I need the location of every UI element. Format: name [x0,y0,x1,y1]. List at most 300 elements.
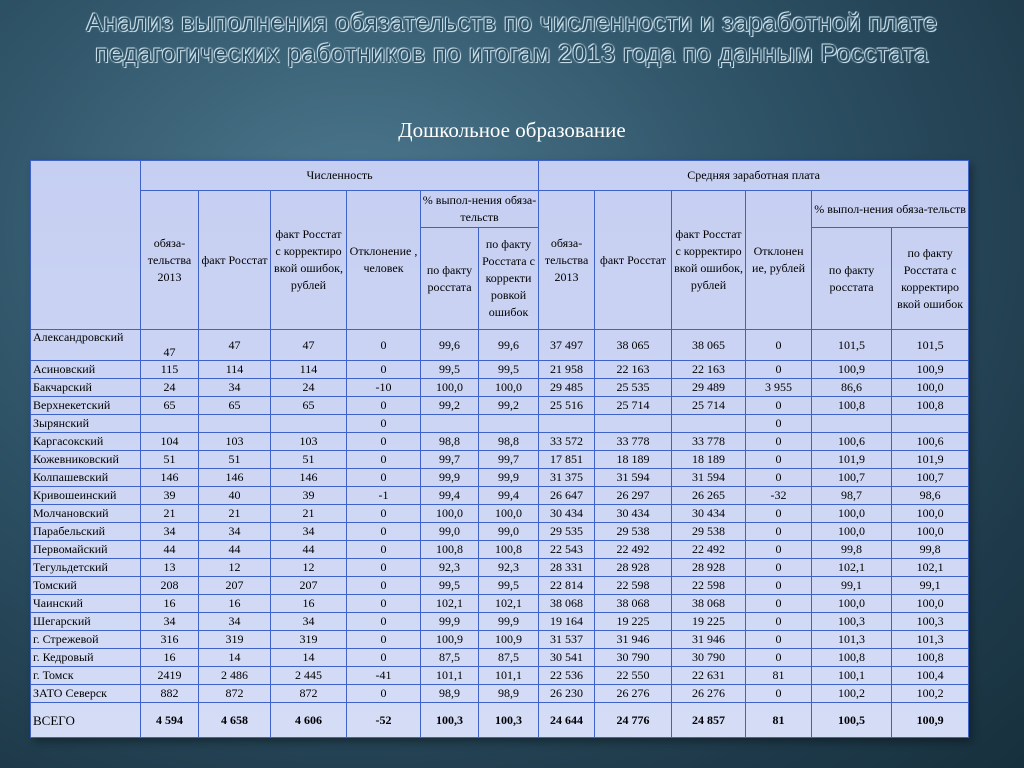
table-cell: 2 486 [199,667,271,685]
table-cell: 51 [199,451,271,469]
row-district-name: Александровский [31,330,141,361]
table-cell: 0 [746,523,812,541]
row-district-name: Каргасокский [31,433,141,451]
table-cell: 21 [199,505,271,523]
table-cell: 102,1 [479,595,539,613]
header-salary-fact-corrected: факт Росстат с корректиро вкой ошибок, рублей [672,191,746,330]
table-cell: 319 [271,631,347,649]
table-cell: 100,8 [892,397,969,415]
table-cell [539,415,595,433]
table-cell: -32 [746,487,812,505]
table-cell: 316 [141,631,199,649]
table-cell: 99,5 [479,361,539,379]
table-cell: 0 [347,523,421,541]
table-cell: 100,8 [479,541,539,559]
table-cell: 98,7 [812,487,892,505]
table-cell [812,415,892,433]
table-cell: 14 [271,649,347,667]
row-district-name: г. Кедровый [31,649,141,667]
row-district-name: Асиновский [31,361,141,379]
table-cell: 115 [141,361,199,379]
table-cell [199,415,271,433]
table-cell: 25 714 [595,397,672,415]
table-cell: 22 631 [672,667,746,685]
table-cell: 0 [347,577,421,595]
table-cell: 26 647 [539,487,595,505]
table-cell: 92,3 [479,559,539,577]
table-row [31,595,969,613]
header-salary-pct-corrected: по факту Росстата с корректиро вкой ошибок [892,228,969,330]
table-cell: 103 [271,433,347,451]
table-cell: 18 189 [672,451,746,469]
data-table [30,160,969,738]
table-cell: 38 065 [595,330,672,361]
table-cell: 99,5 [479,577,539,595]
table-cell: 101,5 [892,330,969,361]
header-count-fact-corrected: факт Росстат с корректиро вкой ошибок, рублей [271,191,347,330]
table-cell: 81 [746,667,812,685]
table-cell: 22 492 [672,541,746,559]
table-cell: 146 [271,469,347,487]
row-district-name: Шегарский [31,613,141,631]
table-cell: 100,0 [892,523,969,541]
table-cell: 19 225 [672,613,746,631]
table-cell: 100,8 [892,649,969,667]
table-cell: 39 [141,487,199,505]
table-cell [421,415,479,433]
table-cell: 98,6 [892,487,969,505]
table-cell: 0 [347,613,421,631]
header-salary-pct-rosstat: по факту росстата [812,228,892,330]
table-cell: 26 276 [672,685,746,703]
table-cell: 22 550 [595,667,672,685]
table-cell: 100,9 [479,631,539,649]
table-cell: 22 598 [672,577,746,595]
table-cell: 100,3 [479,703,539,738]
row-district-name: Верхнекетский [31,397,141,415]
table-cell: 17 851 [539,451,595,469]
table-cell: 100,3 [812,613,892,631]
table-cell: 101,9 [892,451,969,469]
table-cell: 208 [141,577,199,595]
table-cell: 34 [141,613,199,631]
table-cell: 100,2 [892,685,969,703]
header-salary-fact: факт Росстат [595,191,672,330]
table-cell: 21 [271,505,347,523]
table-cell: 100,6 [892,433,969,451]
table-cell: 0 [347,505,421,523]
table-cell: -52 [347,703,421,738]
table-cell: 16 [141,649,199,667]
table-cell: 99,9 [421,613,479,631]
table-cell: 100,7 [892,469,969,487]
table-cell: 12 [199,559,271,577]
row-district-name: Первомайский [31,541,141,559]
table-cell: 99,9 [479,613,539,631]
table-cell: 87,5 [479,649,539,667]
table-cell [141,415,199,433]
table-cell: 0 [746,469,812,487]
header-salary-deviation: Отклонен ие, рублей [746,191,812,330]
table-cell: 100,8 [421,541,479,559]
table-cell: 100,0 [421,505,479,523]
table-cell: 28 331 [539,559,595,577]
header-group-count: Численность [141,161,539,191]
table-row [31,559,969,577]
table-cell: 99,0 [421,523,479,541]
table-cell: 34 [199,613,271,631]
table-cell: 100,9 [812,361,892,379]
row-district-name: Кривошеинский [31,487,141,505]
table-cell: 31 537 [539,631,595,649]
table-cell: 882 [141,685,199,703]
table-cell: 24 776 [595,703,672,738]
table-row [31,649,969,667]
table-cell: 34 [271,523,347,541]
table-cell: 0 [746,541,812,559]
table-cell: 103 [199,433,271,451]
header-count-deviation: Отклонение , человек [347,191,421,330]
table-cell: 33 572 [539,433,595,451]
table-cell: 25 516 [539,397,595,415]
row-district-name: Молчановский [31,505,141,523]
table-cell: 31 594 [672,469,746,487]
table-cell: 0 [746,451,812,469]
table-cell: 16 [141,595,199,613]
table-cell: 99,2 [479,397,539,415]
table-cell: 29 538 [672,523,746,541]
table-cell: 4 658 [199,703,271,738]
table-cell: 39 [271,487,347,505]
table-cell: 24 644 [539,703,595,738]
table-cell: 100,9 [892,361,969,379]
table-cell: 100,2 [812,685,892,703]
table-cell: 65 [141,397,199,415]
table-cell: 100,0 [812,595,892,613]
table-cell: 31 594 [595,469,672,487]
table-cell: 0 [746,415,812,433]
table-cell: 872 [199,685,271,703]
table-cell: 29 489 [672,379,746,397]
table-cell: 100,0 [892,595,969,613]
table-cell: 146 [141,469,199,487]
table-row [31,433,969,451]
table-cell: 0 [746,595,812,613]
table-cell: 24 [141,379,199,397]
table-cell: 207 [271,577,347,595]
header-count-pct-corrected: по факту Росстата с корректи ровкой ошибок [479,228,539,330]
table-cell: 34 [271,613,347,631]
slide-title: Анализ выполнения обязательств по численности и заработной плате педагогических работников по итогам 2013 года по данным Росстата [86,9,938,68]
table-cell: 31 375 [539,469,595,487]
table-cell: 65 [199,397,271,415]
table-row [31,487,969,505]
table-cell: 33 778 [595,433,672,451]
table-row [31,667,969,685]
table-cell: 22 163 [595,361,672,379]
table-cell: 24 [271,379,347,397]
table-cell [479,415,539,433]
header-salary-pct: % выпол-нения обяза-тельств [812,191,969,228]
table-cell: -1 [347,487,421,505]
table-cell: 100,7 [812,469,892,487]
table-cell: 0 [746,397,812,415]
table-cell: 21 958 [539,361,595,379]
table-cell: 13 [141,559,199,577]
table-cell: 0 [347,469,421,487]
table-row [31,505,969,523]
table-cell: -10 [347,379,421,397]
table-cell: 16 [271,595,347,613]
table-cell: 100,8 [812,397,892,415]
table-cell: 98,9 [421,685,479,703]
table-cell: 0 [347,451,421,469]
table-cell: 26 265 [672,487,746,505]
row-district-name: г. Томск [31,667,141,685]
table-cell [672,415,746,433]
table-cell: 101,9 [812,451,892,469]
table-cell: 101,5 [812,330,892,361]
table-cell: 114 [199,361,271,379]
table-cell: 29 535 [539,523,595,541]
table-cell: 19 225 [595,613,672,631]
table-body [31,330,969,738]
table-cell: 114 [271,361,347,379]
table-cell: 21 [141,505,199,523]
table-cell: 99,8 [812,541,892,559]
table-cell: 99,4 [421,487,479,505]
table-cell: 99,0 [479,523,539,541]
table-cell: 38 068 [672,595,746,613]
table-cell: 22 814 [539,577,595,595]
table-cell: 101,3 [812,631,892,649]
table-cell: 99,9 [421,469,479,487]
table-cell: 101,1 [479,667,539,685]
data-table-container [30,160,968,738]
table-cell: 30 434 [672,505,746,523]
table-cell: 872 [271,685,347,703]
table-cell: 100,0 [892,505,969,523]
table-cell: 99,5 [421,577,479,595]
table-cell: 2 445 [271,667,347,685]
header-count-pct-rosstat: по факту росстата [421,228,479,330]
table-cell: 98,8 [421,433,479,451]
table-cell: 30 434 [539,505,595,523]
table-cell: -41 [347,667,421,685]
row-district-name: ВСЕГО [31,703,141,738]
table-cell: 22 492 [595,541,672,559]
header-group-salary: Средняя заработная плата [539,161,969,191]
table-cell: 44 [271,541,347,559]
header-count-fact: факт Росстат [199,191,271,330]
table-cell [271,415,347,433]
header-count-obligations: обяза-тельства 2013 [141,191,199,330]
row-district-name: Бакчарский [31,379,141,397]
table-total-row [31,703,969,738]
table-cell: 51 [271,451,347,469]
table-cell: 51 [141,451,199,469]
table-cell: 25 535 [595,379,672,397]
table-cell: 4 594 [141,703,199,738]
table-cell: 0 [347,397,421,415]
table-cell: 0 [746,505,812,523]
table-row [31,451,969,469]
table-cell: 100,0 [812,505,892,523]
row-district-name: Парабельский [31,523,141,541]
table-cell: 99,2 [421,397,479,415]
table-cell: 99,9 [479,469,539,487]
table-cell: 102,1 [421,595,479,613]
table-cell: 4 606 [271,703,347,738]
table-cell: 22 163 [672,361,746,379]
table-cell: 0 [746,433,812,451]
row-district-name: Зырянский [31,415,141,433]
table-cell: 100,9 [892,703,969,738]
table-cell: 26 297 [595,487,672,505]
table-row [31,469,969,487]
table-cell: 100,5 [812,703,892,738]
table-cell: 30 434 [595,505,672,523]
row-district-name: Тегульдетский [31,559,141,577]
table-cell: 319 [199,631,271,649]
table-cell: 38 068 [595,595,672,613]
table-cell: 99,1 [812,577,892,595]
row-district-name: г. Стрежевой [31,631,141,649]
table-cell: 102,1 [812,559,892,577]
table-row [31,415,969,433]
table-cell: 0 [746,631,812,649]
table-cell: 38 068 [539,595,595,613]
table-row [31,541,969,559]
table-cell: 19 164 [539,613,595,631]
table-cell: 0 [347,685,421,703]
table-row [31,379,969,397]
table-cell: 34 [199,379,271,397]
table-cell: 0 [347,541,421,559]
table-cell: 34 [199,523,271,541]
table-cell: 100,8 [812,649,892,667]
table-cell: 16 [199,595,271,613]
table-row [31,613,969,631]
table-cell [892,415,969,433]
table-cell: 100,4 [892,667,969,685]
table-cell: 100,0 [812,523,892,541]
table-cell: 101,1 [421,667,479,685]
table-cell: 99,4 [479,487,539,505]
table-cell: 14 [199,649,271,667]
table-cell: 28 928 [672,559,746,577]
table-cell: 100,6 [812,433,892,451]
table-row [31,685,969,703]
table-cell: 104 [141,433,199,451]
table-cell: 0 [746,330,812,361]
table-cell: 24 857 [672,703,746,738]
row-district-name: Колпашевский [31,469,141,487]
table-cell: 92,3 [421,559,479,577]
table-row [31,577,969,595]
row-district-name: ЗАТО Северск [31,685,141,703]
table-cell: 31 946 [595,631,672,649]
table-cell: 100,0 [479,379,539,397]
table-cell: 102,1 [892,559,969,577]
table-cell: 0 [347,649,421,667]
table-cell: 44 [141,541,199,559]
table-cell: 33 778 [672,433,746,451]
table-cell: 0 [746,649,812,667]
table-cell: 99,7 [479,451,539,469]
table-cell: 22 543 [539,541,595,559]
table-cell: 44 [199,541,271,559]
table-cell: 0 [746,685,812,703]
table-cell: 37 497 [539,330,595,361]
table-cell: 100,0 [479,505,539,523]
table-cell: 99,7 [421,451,479,469]
table-cell: 0 [347,433,421,451]
table-cell: 12 [271,559,347,577]
header-salary-obligations: обяза-тельства 2013 [539,191,595,330]
table-cell: 100,3 [421,703,479,738]
table-row [31,330,969,361]
table-cell: 0 [347,559,421,577]
table-row [31,631,969,649]
row-district-name: Томский [31,577,141,595]
table-cell: 18 189 [595,451,672,469]
table-cell: 25 714 [672,397,746,415]
table-cell: 29 538 [595,523,672,541]
table-cell: 86,6 [812,379,892,397]
table-cell: 26 276 [595,685,672,703]
table-cell: 0 [746,559,812,577]
table-cell: 65 [271,397,347,415]
table-cell: 87,5 [421,649,479,667]
table-cell: 99,8 [892,541,969,559]
table-cell: 38 065 [672,330,746,361]
table-cell: 0 [347,330,421,361]
table-cell: 34 [141,523,199,541]
table-cell: 98,9 [479,685,539,703]
table-cell: 29 485 [539,379,595,397]
table-cell: 40 [199,487,271,505]
table-cell: 146 [199,469,271,487]
table-cell: 0 [746,613,812,631]
table-cell: 30 790 [672,649,746,667]
table-cell: 26 230 [539,685,595,703]
table-cell: 31 946 [672,631,746,649]
table-cell: 101,3 [892,631,969,649]
table-cell: 0 [746,577,812,595]
table-cell: 3 955 [746,379,812,397]
table-cell: 28 928 [595,559,672,577]
table-row [31,361,969,379]
table-row [31,397,969,415]
slide-subtitle: Дошкольное образование [398,118,626,142]
table-cell: 22 536 [539,667,595,685]
table-cell: 47 [199,330,271,361]
row-district-name: Кожевниковский [31,451,141,469]
header-count-pct: % выпол-нения обяза-тельств [421,191,539,228]
table-cell: 0 [347,415,421,433]
table-cell: 98,8 [479,433,539,451]
table-row [31,523,969,541]
table-cell: 100,3 [892,613,969,631]
table-cell: 99,6 [479,330,539,361]
table-cell: 0 [347,631,421,649]
table-cell: 0 [347,361,421,379]
table-cell [595,415,672,433]
table-cell: 30 541 [539,649,595,667]
table-cell: 100,1 [812,667,892,685]
table-cell: 47 [271,330,347,361]
